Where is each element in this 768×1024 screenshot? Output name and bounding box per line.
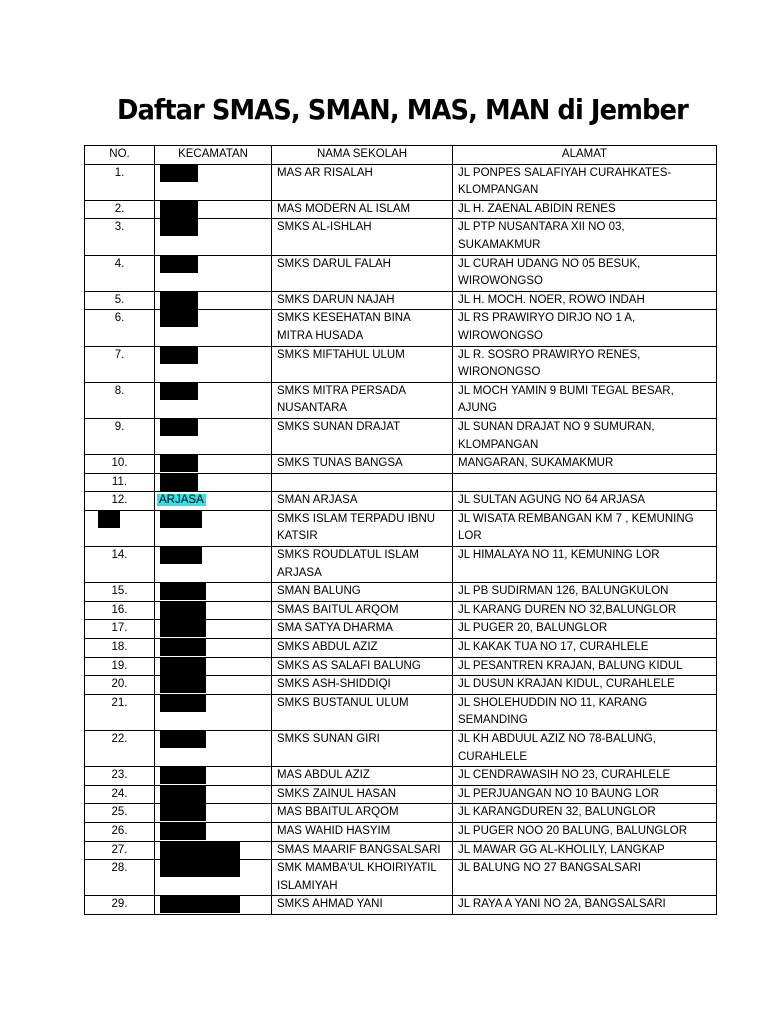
redaction-block	[160, 620, 206, 637]
school-address: JL PB SUDIRMAN 126, BALUNGKULON	[453, 583, 717, 602]
row-number: 9.	[85, 418, 155, 454]
school-address: JL CURAH UDANG NO 05 BESUK, WIROWONGSO	[453, 255, 717, 291]
school-table	[84, 145, 717, 915]
table-row	[85, 639, 717, 658]
school-address: JL KARANG DUREN NO 32,BALUNGLOR	[453, 601, 717, 620]
kecamatan-cell	[155, 620, 272, 639]
kecamatan-cell	[155, 822, 272, 841]
row-number: 3.	[85, 219, 155, 255]
school-name: SMKS ROUDLATUL ISLAM ARJASA	[272, 547, 453, 583]
header-alamat: ALAMAT	[453, 146, 717, 165]
row-number: 10.	[85, 455, 155, 474]
redaction-block	[160, 658, 206, 675]
row-number: 25.	[85, 804, 155, 823]
table-row	[85, 255, 717, 291]
row-number: 1.	[85, 164, 155, 200]
table-row	[85, 310, 717, 346]
table-row	[85, 804, 717, 823]
header-nama-sekolah: NAMA SEKOLAH	[272, 146, 453, 165]
redaction-block	[160, 547, 202, 564]
school-name: MAS WAHID HASYIM	[272, 822, 453, 841]
table-row	[85, 676, 717, 695]
table-row	[85, 510, 717, 546]
kecamatan-cell	[155, 731, 272, 767]
kecamatan-cell	[155, 200, 272, 219]
redaction-block	[160, 455, 198, 472]
row-number: 20.	[85, 676, 155, 695]
kecamatan-cell	[155, 255, 272, 291]
school-name: SMA SATYA DHARMA	[272, 620, 453, 639]
school-name: SMKS AS SALAFI BALUNG	[272, 657, 453, 676]
redaction-block	[160, 310, 198, 327]
redaction-block	[160, 511, 202, 528]
kecamatan-cell	[155, 601, 272, 620]
kecamatan-cell	[155, 164, 272, 200]
table-row	[85, 860, 717, 896]
table-row	[85, 200, 717, 219]
table-row	[85, 731, 717, 767]
table-row	[85, 164, 717, 200]
row-number: 23.	[85, 767, 155, 786]
row-number: 21.	[85, 694, 155, 730]
kecamatan-cell	[155, 547, 272, 583]
school-address: JL PESANTREN KRAJAN, BALUNG KIDUL	[453, 657, 717, 676]
table-row	[85, 896, 717, 915]
table-row	[85, 219, 717, 255]
row-number: 26.	[85, 822, 155, 841]
school-name: MAS BBAITUL ARQOM	[272, 804, 453, 823]
school-address: JL PTP NUSANTARA XII NO 03, SUKAMAKMUR	[453, 219, 717, 255]
school-address: JL KAKAK TUA NO 17, CURAHLELE	[453, 639, 717, 658]
school-address: JL PONPES SALAFIYAH CURAHKATES- KLOMPANGAN	[453, 164, 717, 200]
kecamatan-cell	[155, 291, 272, 310]
school-address: JL RAYA A YANI NO 2A, BANGSALSARI	[453, 896, 717, 915]
school-address: JL HIMALAYA NO 11, KEMUNING LOR	[453, 547, 717, 583]
school-address: JL DUSUN KRAJAN KIDUL, CURAHLELE	[453, 676, 717, 695]
kecamatan-cell	[155, 785, 272, 804]
school-address: JL RS PRAWIRYO DIRJO NO 1 A, WIROWONGSO	[453, 310, 717, 346]
row-number	[85, 510, 155, 546]
kecamatan-cell	[155, 694, 272, 730]
row-number: 17.	[85, 620, 155, 639]
school-name: MAS ABDUL AZIZ	[272, 767, 453, 786]
kecamatan-cell	[155, 639, 272, 658]
redaction-block	[160, 695, 206, 712]
school-name: SMKS ZAINUL HASAN	[272, 785, 453, 804]
school-address: JL PERJUANGAN NO 10 BAUNG LOR	[453, 785, 717, 804]
row-number: 7.	[85, 346, 155, 382]
table-row	[85, 620, 717, 639]
school-name: SMKS AHMAD YANI	[272, 896, 453, 915]
school-name: SMK MAMBA'UL KHOIRIYATIL ISLAMIYAH	[272, 860, 453, 896]
kecamatan-cell	[155, 841, 272, 860]
school-address: JL R. SOSRO PRAWIRYO RENES, WIRONONGSO	[453, 346, 717, 382]
school-name	[272, 473, 453, 492]
table-row	[85, 492, 717, 511]
school-address: JL MAWAR GG AL-KHOLILY, LANGKAP	[453, 841, 717, 860]
school-name: MAS AR RISALAH	[272, 164, 453, 200]
table-header-row	[85, 146, 717, 165]
kecamatan-cell	[155, 382, 272, 418]
school-name: SMKS KESEHATAN BINA MITRA HUSADA	[272, 310, 453, 346]
row-number: 19.	[85, 657, 155, 676]
redaction-block	[160, 219, 198, 236]
redaction-block	[160, 292, 198, 309]
table-row	[85, 473, 717, 492]
row-number: 5.	[85, 291, 155, 310]
school-address: JL PUGER NOO 20 BALUNG, BALUNGLOR	[453, 822, 717, 841]
redaction-block	[160, 767, 206, 784]
school-address: JL SHOLEHUDDIN NO 11, KARANG SEMANDING	[453, 694, 717, 730]
school-address: JL SULTAN AGUNG NO 64 ARJASA	[453, 492, 717, 511]
table-body	[85, 164, 717, 914]
school-name: SMKS SUNAN DRAJAT	[272, 418, 453, 454]
row-number: 24.	[85, 785, 155, 804]
header-no: NO.	[85, 146, 155, 165]
school-address: MANGARAN, SUKAMAKMUR	[453, 455, 717, 474]
row-number: 6.	[85, 310, 155, 346]
kecamatan-cell	[155, 510, 272, 546]
kecamatan-cell	[155, 492, 272, 511]
school-name: SMAN ARJASA	[272, 492, 453, 511]
redaction-block	[160, 639, 206, 656]
row-number: 15.	[85, 583, 155, 602]
redaction-block	[160, 602, 206, 619]
table-row	[85, 601, 717, 620]
school-name: SMKS DARUN NAJAH	[272, 291, 453, 310]
kecamatan-cell	[155, 676, 272, 695]
row-number: 28.	[85, 860, 155, 896]
table-row	[85, 346, 717, 382]
school-address	[453, 473, 717, 492]
redaction-block	[160, 731, 206, 748]
table-row	[85, 822, 717, 841]
school-address: JL MOCH YAMIN 9 BUMI TEGAL BESAR, AJUNG	[453, 382, 717, 418]
table-row	[85, 785, 717, 804]
table-row	[85, 547, 717, 583]
redaction-block	[98, 511, 120, 528]
kecamatan-cell	[155, 473, 272, 492]
redaction-block	[160, 383, 198, 400]
school-name: SMKS TUNAS BANGSA	[272, 455, 453, 474]
redaction-block	[160, 823, 206, 840]
row-number: 8.	[85, 382, 155, 418]
redaction-block	[160, 583, 206, 600]
redaction-block	[160, 419, 198, 436]
row-number: 18.	[85, 639, 155, 658]
table-row	[85, 657, 717, 676]
school-name: SMKS DARUL FALAH	[272, 255, 453, 291]
school-name: SMAN BALUNG	[272, 583, 453, 602]
school-address: JL SUNAN DRAJAT NO 9 SUMURAN, KLOMPANGAN	[453, 418, 717, 454]
redaction-block	[160, 474, 198, 491]
redaction-block	[160, 256, 198, 273]
redaction-block	[160, 165, 198, 182]
school-name: SMAS MAARIF BANGSALSARI	[272, 841, 453, 860]
kecamatan-cell	[155, 657, 272, 676]
header-kecamatan: KECAMATAN	[155, 146, 272, 165]
kecamatan-label: ARJASA	[159, 494, 204, 507]
kecamatan-cell	[155, 804, 272, 823]
table-row	[85, 694, 717, 730]
kecamatan-cell	[155, 860, 272, 896]
redaction-block	[160, 860, 240, 877]
kecamatan-cell	[155, 219, 272, 255]
redaction-block	[160, 896, 240, 913]
row-number: 14.	[85, 547, 155, 583]
redaction-block	[160, 201, 198, 218]
table-row	[85, 841, 717, 860]
table-row	[85, 767, 717, 786]
table-row	[85, 291, 717, 310]
table-row	[85, 418, 717, 454]
kecamatan-cell	[155, 310, 272, 346]
row-number: 4.	[85, 255, 155, 291]
redaction-block	[160, 786, 206, 803]
kecamatan-cell	[155, 896, 272, 915]
school-name: SMKS MIFTAHUL ULUM	[272, 346, 453, 382]
table-row	[85, 455, 717, 474]
row-number: 12.	[85, 492, 155, 511]
row-number: 11.	[85, 473, 155, 492]
row-number: 16.	[85, 601, 155, 620]
kecamatan-cell	[155, 455, 272, 474]
school-name: SMKS AL-ISHLAH	[272, 219, 453, 255]
school-address: JL H. ZAENAL ABIDIN RENES	[453, 200, 717, 219]
school-address: JL WISATA REMBANGAN KM 7 , KEMUNING LOR	[453, 510, 717, 546]
kecamatan-cell	[155, 418, 272, 454]
table-row	[85, 583, 717, 602]
school-name: SMAS BAITUL ARQOM	[272, 601, 453, 620]
school-name: MAS MODERN AL ISLAM	[272, 200, 453, 219]
school-name: SMKS MITRA PERSADA NUSANTARA	[272, 382, 453, 418]
school-address: JL PUGER 20, BALUNGLOR	[453, 620, 717, 639]
school-name: SMKS BUSTANUL ULUM	[272, 694, 453, 730]
redaction-block	[160, 676, 206, 693]
school-address: JL BALUNG NO 27 BANGSALSARI	[453, 860, 717, 896]
row-number: 27.	[85, 841, 155, 860]
school-address: JL KARANGDUREN 32, BALUNGLOR	[453, 804, 717, 823]
kecamatan-cell	[155, 583, 272, 602]
row-number: 22.	[85, 731, 155, 767]
row-number: 2.	[85, 200, 155, 219]
redaction-block	[160, 347, 198, 364]
table-row	[85, 382, 717, 418]
kecamatan-cell	[155, 346, 272, 382]
kecamatan-cell	[155, 767, 272, 786]
school-address: JL CENDRAWASIH NO 23, CURAHLELE	[453, 767, 717, 786]
redaction-block	[160, 842, 240, 859]
document-title: Daftar SMAS, SMAN, MAS, MAN di Jember	[117, 93, 688, 126]
row-number: 29.	[85, 896, 155, 915]
school-name: SMKS ISLAM TERPADU IBNU KATSIR	[272, 510, 453, 546]
school-name: SMKS ASH-SHIDDIQI	[272, 676, 453, 695]
school-address: JL H. MOCH. NOER, ROWO INDAH	[453, 291, 717, 310]
school-name: SMKS SUNAN GIRI	[272, 731, 453, 767]
school-address: JL KH ABDUUL AZIZ NO 78-BALUNG, CURAHLELE	[453, 731, 717, 767]
redaction-block	[160, 804, 206, 821]
school-name: SMKS ABDUL AZIZ	[272, 639, 453, 658]
